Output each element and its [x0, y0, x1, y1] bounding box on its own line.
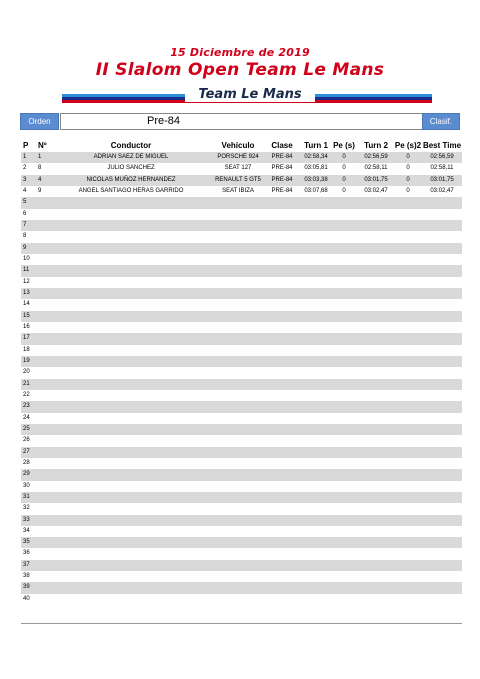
cell-pe2: 0: [406, 165, 410, 172]
cell-p: 10: [23, 255, 30, 262]
table-row: [21, 367, 462, 378]
cell-number: 9: [38, 187, 42, 194]
table-row: [21, 503, 462, 514]
cell-pe1: 0: [342, 176, 346, 183]
table-header: [21, 140, 462, 152]
table-row: [21, 152, 462, 163]
cell-p: 19: [23, 357, 30, 364]
event-title: II Slalom Open Team Le Mans: [95, 60, 385, 80]
category-field[interactable]: [60, 113, 443, 130]
cell-p: 31: [23, 493, 30, 500]
cell-vehiculo: RENAULT 5 GT5: [215, 176, 261, 183]
cell-p: 2: [23, 165, 27, 172]
cell-p: 39: [23, 584, 30, 591]
cell-p: 23: [23, 403, 30, 410]
category-value: Pre-84: [147, 115, 181, 127]
cell-p: 22: [23, 391, 30, 398]
cell-p: 4: [23, 187, 27, 194]
cell-p: 18: [23, 346, 30, 353]
table-row: [21, 254, 462, 265]
table-row: [21, 571, 462, 582]
table-row: [21, 356, 462, 367]
table-row: [21, 299, 462, 310]
cell-turn1: 03:07,68: [304, 187, 328, 194]
cell-number: 1: [38, 154, 42, 160]
organizer-subtitle: Team Le Mans: [185, 87, 315, 102]
cell-conductor: ANGEL SANTIAGO HERAS GARRIDO: [78, 187, 184, 194]
cell-p: 26: [23, 437, 30, 444]
cell-p: 15: [23, 312, 30, 319]
cell-pe2: 0: [406, 176, 410, 183]
cell-turn2: 03:02,47: [364, 187, 388, 194]
category-selector-bar: [20, 113, 460, 130]
cell-best-time: 02:56,59: [430, 154, 454, 160]
clasif-button[interactable]: Clasif.: [422, 113, 460, 130]
table-bottom-rule: [21, 623, 462, 624]
cell-clase: PRE-84: [271, 154, 293, 160]
cell-p: 35: [23, 539, 30, 546]
header-pe1: Pe (s): [333, 141, 355, 150]
event-date: 15 Diciembre de 2019: [170, 46, 310, 59]
header-vehiculo: Vehículo: [221, 141, 255, 150]
header-best-time: Best Time: [422, 141, 462, 150]
cell-p: 27: [23, 448, 30, 455]
cell-turn1: 03:03,38: [304, 176, 328, 183]
cell-p: 21: [23, 380, 30, 387]
table-row: [21, 481, 462, 492]
table-row: [21, 447, 462, 458]
table-row: [21, 265, 462, 276]
orden-button[interactable]: Orden: [20, 113, 59, 130]
table-row: [21, 424, 462, 435]
header-p: P: [23, 141, 29, 150]
header-clase: Clase: [271, 141, 293, 150]
table-row: [21, 390, 462, 401]
cell-p: 37: [23, 561, 30, 568]
table-row: [21, 537, 462, 548]
cell-p: 14: [23, 301, 30, 308]
table-row: [21, 594, 462, 605]
table-row: [21, 435, 462, 446]
table-row: [21, 277, 462, 288]
header-turn2: Turn 2: [364, 141, 388, 150]
cell-number: 8: [38, 165, 42, 172]
cell-p: 3: [23, 176, 27, 183]
cell-clase: PRE-84: [271, 187, 293, 194]
cell-conductor: ADRIAN SAEZ DE MIGUEL: [93, 154, 169, 160]
table-row: [21, 548, 462, 559]
cell-turn2: 03:01,75: [364, 176, 388, 183]
cell-p: 29: [23, 471, 30, 478]
cell-p: 32: [23, 505, 30, 512]
cell-p: 40: [23, 595, 30, 602]
table-row: [21, 175, 462, 186]
cell-best-time: 02:58,11: [430, 165, 454, 172]
cell-p: 17: [23, 335, 30, 342]
cell-pe1: 0: [342, 154, 346, 160]
table-row: [21, 413, 462, 424]
table-body: [21, 152, 462, 605]
header-pe2: Pe (s)2: [394, 141, 422, 150]
table-row: [21, 186, 462, 197]
header-turn1: Turn 1: [304, 141, 328, 150]
table-row: [21, 311, 462, 322]
table-row: [21, 401, 462, 412]
cell-p: 1: [23, 154, 27, 160]
table-row: [21, 322, 462, 333]
table-row: [21, 345, 462, 356]
cell-turn2: 02:56,59: [364, 154, 388, 160]
cell-p: 7: [23, 221, 27, 228]
cell-conductor: NICOLAS MUÑOZ HERNANDEZ: [86, 176, 176, 183]
cell-turn1: 03:05,81: [304, 165, 328, 172]
cell-p: 13: [23, 289, 30, 296]
cell-p: 8: [23, 233, 27, 240]
cell-p: 9: [23, 244, 27, 251]
cell-turn1: 02:58,34: [304, 154, 328, 160]
cell-pe1: 0: [342, 187, 346, 194]
cell-p: 36: [23, 550, 30, 557]
table-row: [21, 220, 462, 231]
table-row: [21, 526, 462, 537]
cell-best-time: 03:01,75: [430, 176, 454, 183]
table-row: [21, 333, 462, 344]
header-conductor: Conductor: [110, 141, 152, 150]
table-row: [21, 231, 462, 242]
cell-p: 38: [23, 573, 30, 580]
cell-pe2: 0: [406, 187, 410, 194]
cell-vehiculo: PORSCHE 924: [217, 154, 259, 160]
table-row: [21, 469, 462, 480]
results-table: [21, 140, 462, 605]
cell-p: 12: [23, 278, 30, 285]
table-row: [21, 288, 462, 299]
cell-p: 11: [23, 267, 30, 274]
table-row: [21, 560, 462, 571]
table-row: [21, 209, 462, 220]
table-row: [21, 515, 462, 526]
cell-p: 24: [23, 414, 30, 421]
cell-p: 5: [23, 199, 27, 206]
cell-clase: PRE-84: [271, 176, 293, 183]
cell-p: 20: [23, 369, 30, 376]
table-row: [21, 379, 462, 390]
cell-vehiculo: SEAT 127: [224, 165, 252, 172]
cell-turn2: 02:58,11: [364, 165, 388, 172]
cell-p: 33: [23, 516, 30, 523]
cell-vehiculo: SEAT IBIZA: [222, 187, 254, 194]
table-row: [21, 582, 462, 593]
cell-p: 30: [23, 482, 30, 489]
cell-p: 34: [23, 527, 30, 534]
cell-p: 25: [23, 425, 30, 432]
cell-pe2: 0: [406, 154, 410, 160]
cell-conductor: JULIO SANCHEZ: [107, 165, 155, 172]
table-row: [21, 458, 462, 469]
cell-clase: PRE-84: [271, 165, 293, 172]
table-row: [21, 197, 462, 208]
cell-p: 6: [23, 210, 27, 217]
header-number: Nº: [38, 141, 47, 150]
cell-p: 28: [23, 459, 30, 466]
cell-p: 16: [23, 323, 30, 330]
table-row: [21, 492, 462, 503]
cell-pe1: 0: [342, 165, 346, 172]
cell-number: 4: [38, 176, 42, 183]
table-row: [21, 243, 462, 254]
table-row: [21, 163, 462, 174]
cell-best-time: 03:02,47: [430, 187, 454, 194]
